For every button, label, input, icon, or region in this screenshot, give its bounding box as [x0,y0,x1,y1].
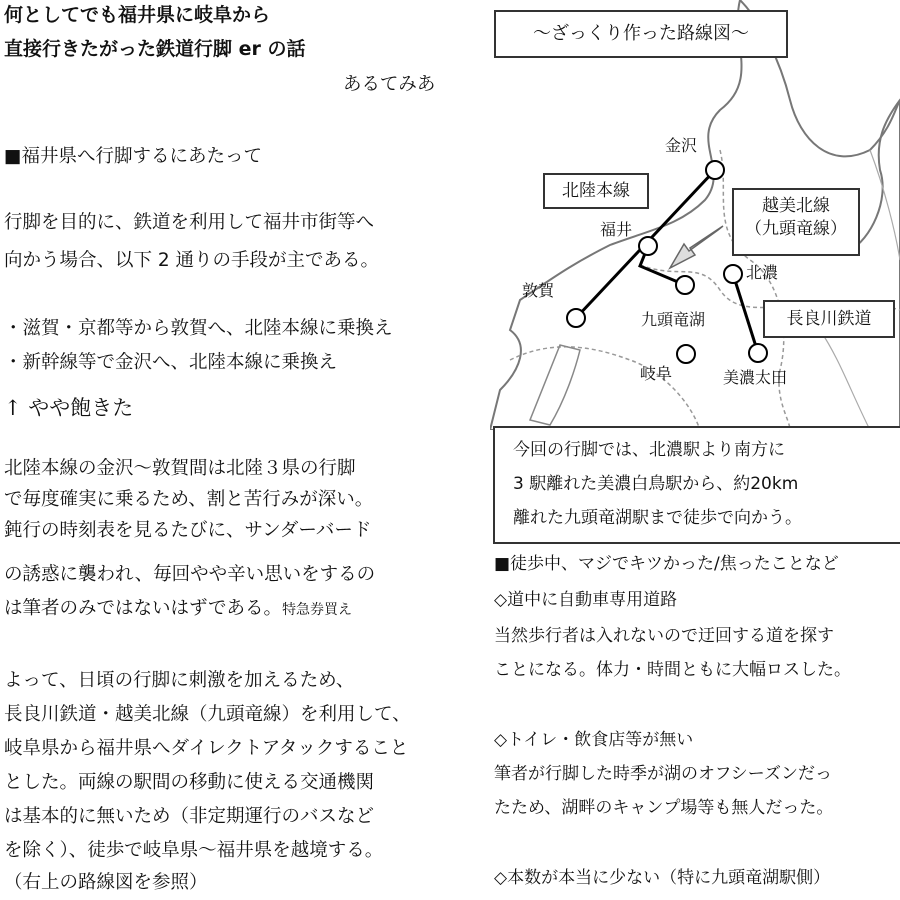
item1-body-line-2: ことになる。体力・時間ともに大幅ロスした。 [494,660,851,680]
para1-line-5 [4,600,352,619]
border-3 [510,347,700,430]
border-4 [820,330,870,430]
label-tsuruga: 敦賀 [522,281,555,300]
aside-comment: ↑ やや飽きた [4,396,134,420]
station-kuzuryuko [676,276,694,294]
para2-line-2: 長良川鉄道・越美北線（九頭竜線）を利用して、 [4,704,411,725]
nagara-line [733,274,758,353]
label-fukui: 福井 [600,220,633,239]
station-minoota [749,344,767,362]
border-5 [870,150,900,260]
para1-line-1: 北陸本線の金沢～敦賀間は北陸３県の行脚 [4,458,356,479]
option-line-2: ・新幹線等で金沢へ、北陸本線に乗換え [4,352,338,373]
intro-line-2: 向かう場合、以下 2 通りの手段が主である。 [4,250,380,271]
para1-line-2: で毎度確実に乗るため、割と苦行みが深い。 [4,489,374,510]
para2-line-4: とした。両線の駅間の移動に使える交通機関 [4,772,375,793]
label-etsumi-line-alias: （九頭竜線） [745,219,847,239]
item1-body-line-1: 当然歩行者は入れないので迂回する道を探す [494,626,834,646]
label-hokuno: 北濃 [746,263,779,282]
station-gifu [677,345,695,363]
station-fukui [639,237,657,255]
label-kanazawa: 金沢 [665,136,698,155]
label-kuzuryuko: 九頭竜湖 [641,310,706,329]
section-heading-right: ■徒歩中、マジでキツかった/焦ったことなど [494,554,839,574]
intro-line-1: 行脚を目的に、鉄道を利用して福井市街等へ [4,212,375,233]
para2-line-3: 岐阜県から福井県へダイレクトアタックすること [4,738,409,759]
item2-body-line-1: 筆者が行脚した時季が湖のオフシーズンだっ [494,764,832,784]
item2-heading: ◇トイレ・飲食店等が無い [494,730,694,750]
station-tsuruga [567,309,585,327]
para2-line-6: を除く）、徒歩で岐阜県～福井県を越境する。 [4,840,384,861]
label-hokuriku-line: 北陸本線 [543,173,649,209]
author-name: あるてみあ [343,74,436,95]
label-nagara-line: 長良川鉄道 [763,300,895,338]
para1-line-4: の誘惑に襲われ、毎回やや辛い思いをするの [4,564,376,585]
label-etsumi-line [732,188,860,256]
caption-line-2: 3 駅離れた美濃白鳥駅から、約20km [513,474,799,494]
caption-line-1: 今回の行脚では、北濃駅より南方に [513,440,785,460]
item2-body-line-2: たため、湖畔のキャンプ場等も無人だった。 [494,798,834,818]
para1-last-text: は筆者のみではないはずである。 [4,598,283,619]
para1-line-3: 鈍行の時刻表を見るたびに、サンダーバード [4,520,372,541]
item1-heading: ◇道中に自動車専用道路 [494,590,678,610]
caption-line-3: 離れた九頭竜湖駅まで徒歩で向かう。 [513,508,802,528]
map-title: ～ざっくり作った路線図～ [494,10,788,58]
para2-line-7: （右上の路線図を参照） [4,872,208,893]
station-kanazawa [706,161,724,179]
para2-line-1: よって、日頃の行脚に刺激を加えるため、 [4,670,355,691]
item3-heading: ◇本数が本当に少ない（特に九頭竜湖駅側） [494,868,831,888]
station-hokuno [724,265,742,283]
label-gifu: 岐阜 [640,364,673,383]
label-etsumi-line-name: 越美北線 [762,196,830,216]
para2-line-5: は基本的に無いため（非定期運行のバスなど [4,806,375,827]
arrow-icon [670,226,723,268]
section-heading-left: ■福井県へ行脚するにあたって [4,146,262,167]
map-caption-box [493,426,900,544]
para1-small-joke: 特急券買え [282,602,353,618]
label-minoota: 美濃太田 [723,368,788,387]
article-title-line2: 直接行きたがった鉄道行脚 er の話 [4,38,306,60]
option-line-1: ・滋賀・京都等から敦賀へ、北陸本線に乗換え [4,318,393,339]
lake-biwa [530,345,580,425]
article-title-line1: 何としてでも福井県に岐阜から [4,4,271,26]
